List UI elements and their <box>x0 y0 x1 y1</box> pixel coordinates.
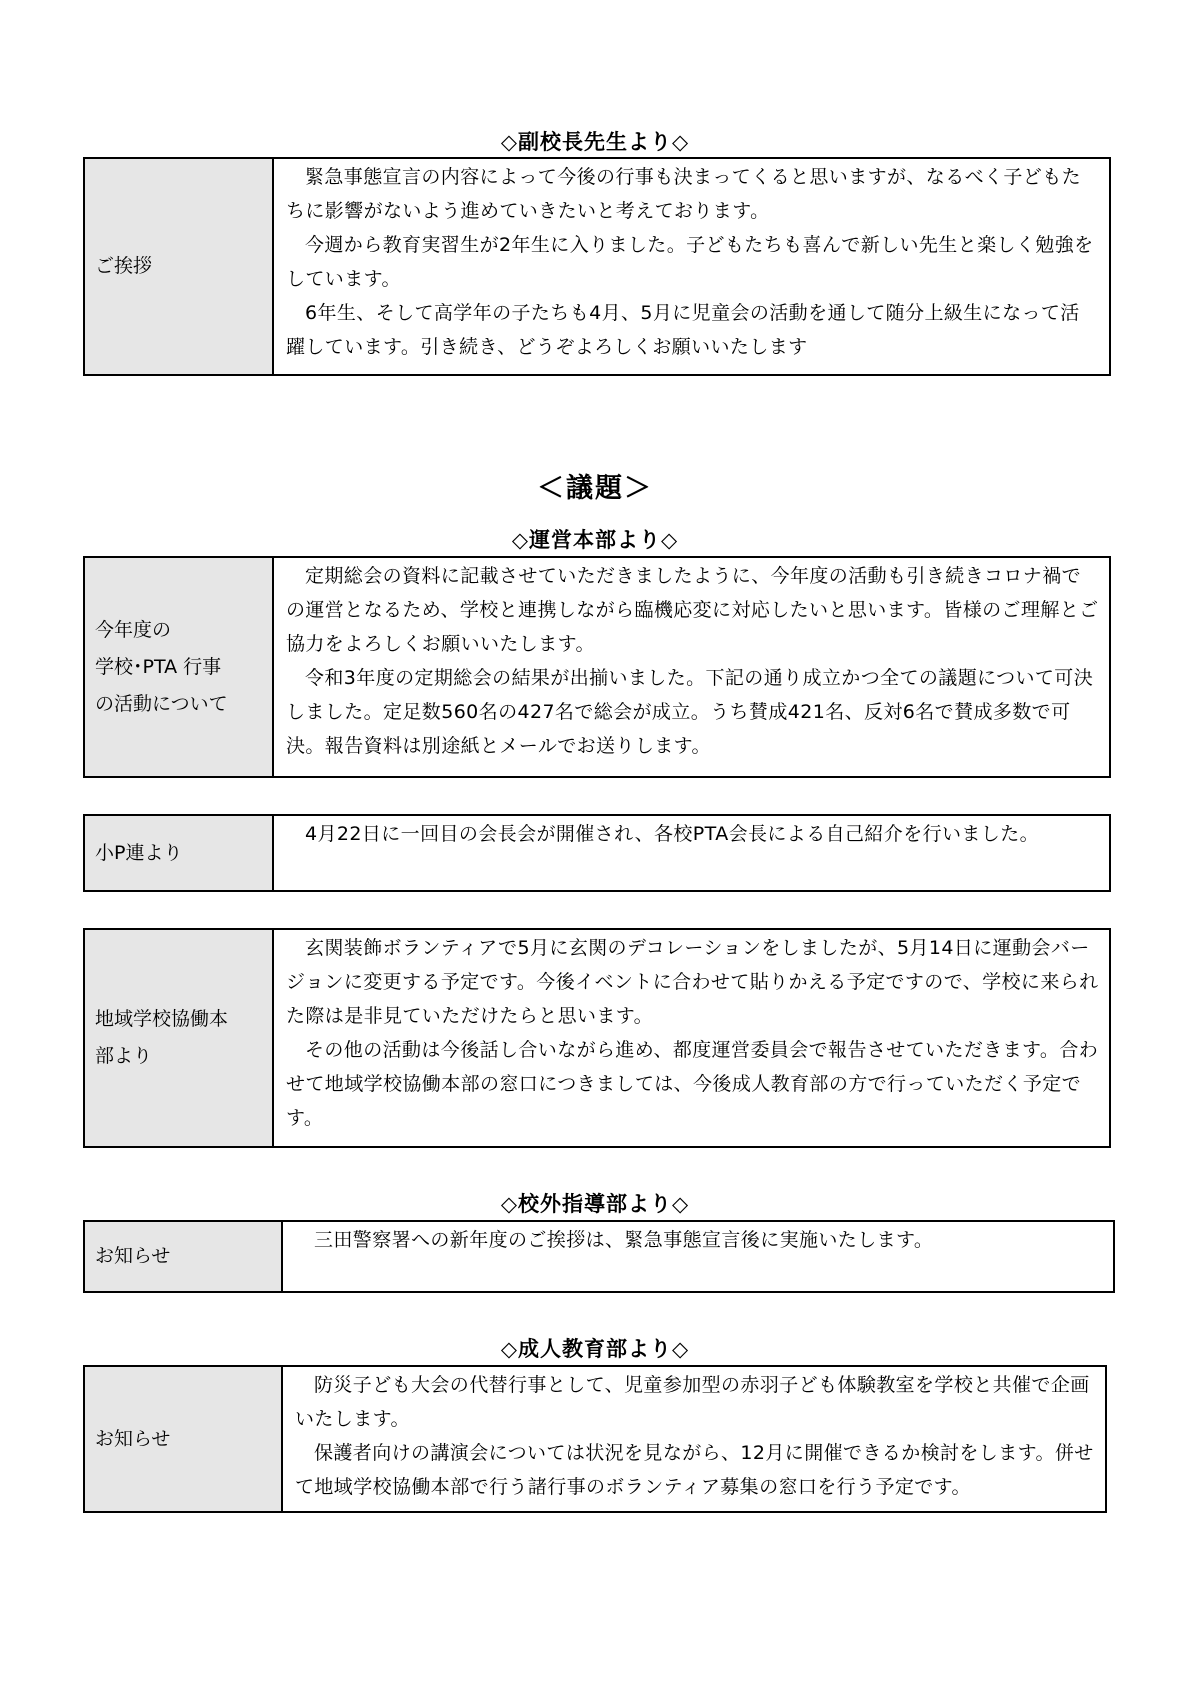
vice-principal-content <box>274 159 1109 374</box>
management-heading: ◇運営本部より◇ <box>511 528 679 552</box>
community-box <box>83 928 1111 1148</box>
paragraph: 定期総会の資料に記載させていただきましたように、今年度の活動も引き続きコロナ禍での運営となるため、学校と連携しながら臨機応変に対応したいと思います。皆様のご理解とご協力をよろしくお願いいたします。 <box>286 565 1099 655</box>
shop-box <box>83 814 1111 892</box>
label-line: 地域学校協働本 <box>95 1008 229 1030</box>
community-label <box>85 930 274 1146</box>
community-content <box>274 930 1109 1146</box>
vice-principal-label <box>85 159 274 374</box>
paragraph: 防災子ども大会の代替行事として、児童参加型の赤羽子ども体験教室を学校と共催で企画いたします。 <box>295 1374 1090 1430</box>
outside-content <box>283 1222 1113 1291</box>
label-text: ご挨拶 <box>95 255 153 277</box>
outside-label <box>85 1222 283 1291</box>
paragraph: 令和3年度の定期総会の結果が出揃いました。下記の通り成立かつ全ての議題について可決しました。定足数560名の427名で総会が成立。うち賛成421名、反対6名で賛成多数で可決。報告資料は別途紙とメールでお送りします。 <box>286 667 1094 757</box>
paragraph: 玄関装飾ボランティアで5月に玄関のデコレーションをしましたが、5月14日に運動会バージョンに変更する予定です。今後イベントに合わせて貼りかえる予定ですので、学校に来られた際は是非見ていただけたらと思います。 <box>286 937 1099 1027</box>
outside-heading: ◇校外指導部より◇ <box>500 1192 690 1216</box>
label-line: 部より <box>95 1045 153 1067</box>
paragraph: 6年生、そして高学年の子たちも4月、5月に児童会の活動を通して随分上級生になって活躍しています。引き続き、どうぞよろしくお願いいたします <box>286 302 1080 358</box>
paragraph: 保護者向けの講演会については状況を見ながら、12月に開催できるか検討をします。併せて地域学校協働本部で行う諸行事のボランティア募集の窓口を行う予定です。 <box>295 1442 1094 1498</box>
outside-box <box>83 1220 1115 1293</box>
label-line: 今年度の <box>95 618 172 641</box>
label-text: お知らせ <box>95 1427 171 1450</box>
management-box <box>83 556 1111 778</box>
adult-content <box>283 1367 1105 1511</box>
adult-label <box>85 1367 283 1511</box>
label-text: 小P連より <box>95 841 183 864</box>
paragraph: 緊急事態宣言の内容によって今後の行事も決まってくると思いますが、なるべく子どもたちに影響がないよう進めていきたいと考えております。 <box>286 166 1082 222</box>
paragraph: 今週から教育実習生が2年生に入りました。子どもたちも喜んで新しい先生と楽しく勉強をしています。 <box>286 234 1094 290</box>
management-content <box>274 558 1109 776</box>
paragraph: 三田警察署への新年度のご挨拶は、緊急事態宣言後に実施いたします。 <box>314 1229 934 1251</box>
paragraph: 4月22日に一回目の会長会が開催され、各校PTA会長による自己紹介を行いました。 <box>305 823 1039 845</box>
vice-principal-heading: ◇副校長先生より◇ <box>500 130 690 154</box>
label-text: お知らせ <box>95 1245 171 1267</box>
vice-principal-box <box>83 157 1111 376</box>
shop-label <box>85 816 274 890</box>
agenda-title: ＜議題＞ <box>537 473 653 504</box>
label-line: 学校･PTA 行事 <box>95 655 222 678</box>
paragraph: その他の活動は今後話し合いながら進め、都度運営委員会で報告させていただきます。合わせて地域学校協働本部の窓口につきましては、今後成人教育部の方で行っていただく予定です。 <box>286 1039 1099 1129</box>
adult-box <box>83 1365 1107 1513</box>
shop-content <box>274 816 1109 890</box>
management-label <box>85 558 274 776</box>
label-line: の活動について <box>95 692 228 715</box>
adult-heading: ◇成人教育部より◇ <box>500 1337 690 1361</box>
